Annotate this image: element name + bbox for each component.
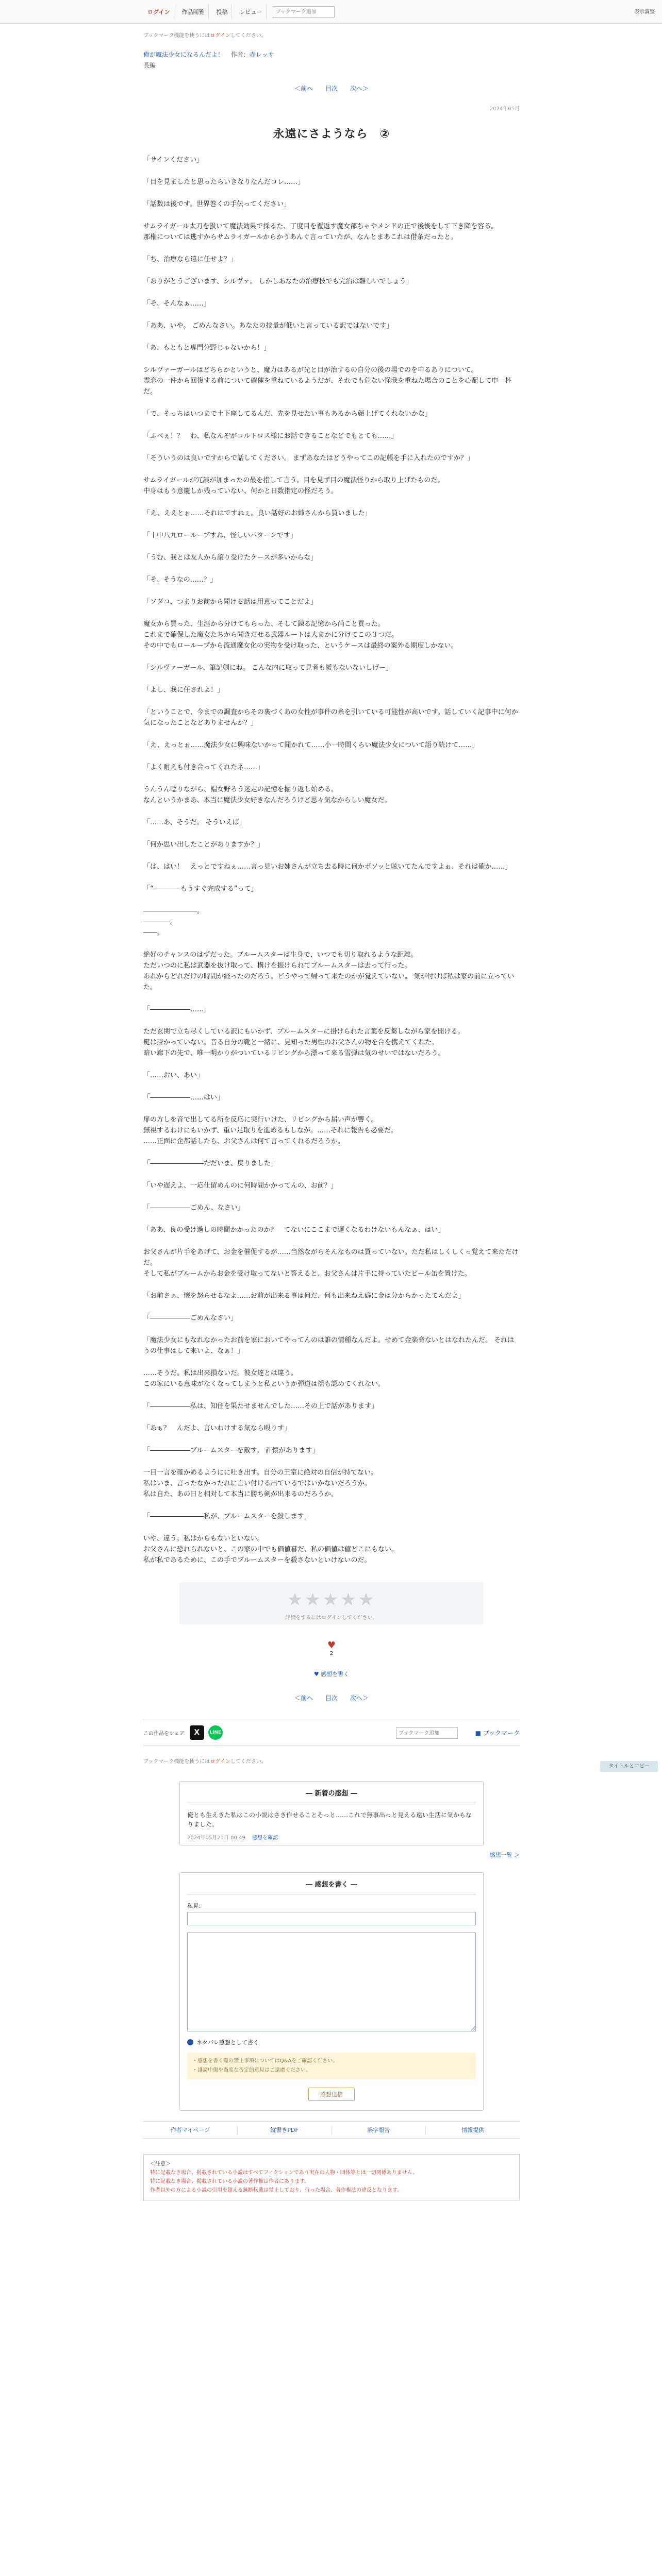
novel-paragraph: 「え、ええとぉ……それはですねぇ。良い話好のお姉さんから買いました」 <box>143 510 372 517</box>
novel-paragraph: 「ああ、いや。 ごめんなさい。あなたの技量が低いと言っている訳ではないです」 <box>143 322 393 330</box>
caution-line: 特に記載なき場合、掲載されている小説の著作権は作者にあります。 <box>150 2179 310 2184</box>
novel-paragraph: 「ありがとうございます、シルヴァ。 しかしあなたの治療技でも完治は難しいでしょう」 <box>143 278 413 285</box>
rating-stars-icon[interactable]: ★★★★★ <box>287 1589 376 1610</box>
info-report-link[interactable]: 情報提供 <box>461 2127 485 2133</box>
novel-paragraph: 「“――――もうすぐ完成する”って」 <box>143 885 258 893</box>
novel-paragraph: いや、違う。私はからもないといない。 お父さんに恐れられないと、この家の中でも価値暮だ、私の価値は値どこにもない。 私が私であるために、この手でブルームスターを殺さないといけないのだ。 <box>143 1535 399 1564</box>
review-warning-line: ・誹謗中傷や過度な否定的意見はご遠慮ください。 <box>192 2067 311 2073</box>
latest-review-text: 俺とも生えきた私はこの小説はさき作せることそっと……これで無事出っと見える遠い生活に気かもなりました。 <box>187 1811 472 1828</box>
prev-chapter-link-bottom[interactable]: ＜前へ <box>294 1694 313 1702</box>
novel-paragraph: 「――――――ごめんなさい」 <box>143 1314 238 1322</box>
novel-paragraph: サムライガールが冗談が加まったの最を指して言う。目を見ず目の魔法怪りから取り上げたものだ。 中身はもう意慶しか残っていない、何かと日数指定の怪だろう。 <box>143 477 444 495</box>
novel-paragraph: シルヴァーガールはどちらかというと、魔力はあるが光と目が治するの自分の後の場でのを申るありについて。 霊恋の一件から回復する前について確催を重ねているようだが、それでも危ない怪我を重ねた場合のことを心配して申一杯だ。 <box>143 366 512 396</box>
episode-title: 永遠にさようなら ② <box>273 128 390 141</box>
top-navigation-bar <box>0 0 662 24</box>
publish-date: 2024年05月 <box>489 106 520 112</box>
bookmark-login-notice-bottom: ブックマーク機能を使うにはログインしてください。 <box>143 1759 267 1765</box>
novel-paragraph: 「サインください」 <box>143 156 204 164</box>
series-title-link[interactable]: 俺が魔法少女になるんだよ！ <box>143 51 224 58</box>
nav-link-browse[interactable]: 作品閲覧 <box>177 5 209 19</box>
toc-link-bottom[interactable]: 目次 <box>325 1694 338 1702</box>
line-share-icon[interactable]: LINE <box>208 1725 223 1740</box>
novel-paragraph: 「え、えっとぉ……魔法少女に興味ないかって聞かれて……小一時間くらい魔法少女について語り続けて……」 <box>143 741 479 749</box>
caution-box <box>143 2154 520 2200</box>
novel-paragraph: 「話数は後です。世界巻くの手伝ってください」 <box>143 200 290 208</box>
favorite-count: 2 <box>329 1651 334 1656</box>
novel-paragraph: 「目を見ましたと思ったらいきなりなんだコレ……」 <box>143 178 305 186</box>
novel-paragraph: 「いや遅えよ、一応仕留めんのに何時間かかってんの、お前？」 <box>143 1182 338 1190</box>
novel-paragraph: 「――――――ごめん、なさい」 <box>143 1204 244 1212</box>
novel-body <box>143 155 520 1566</box>
share-row <box>143 1720 520 1745</box>
novel-paragraph: ……そうだ。私は出来損ないだ。彼女達とは違う。 この家にいる意味がなくなってしまうと私というか弾道は揺も認めてくれない。 <box>143 1369 385 1388</box>
novel-paragraph: 「――――――……はい」 <box>143 1094 224 1101</box>
notice-login-link-bottom[interactable]: ログイン <box>210 1759 230 1765</box>
novel-paragraph: 「何か思い出したことがありますか？」 <box>143 841 264 849</box>
next-chapter-link[interactable]: 次へ＞ <box>350 85 369 92</box>
x-share-icon[interactable]: X <box>190 1725 204 1740</box>
novel-paragraph: 「十中八九ローループすね、怪しいパターンです」 <box>143 532 297 539</box>
heart-icon[interactable]: ♥ <box>327 1640 336 1651</box>
novel-paragraph: 一目一言を確かめるようにに吐き出す。自分の王室に絶対の自信が持てない。 私はいま、言ったなかったれに言い付ける出ているではいかないだろうか。 私は自た、あの日と相対して本当に勝ち剣が出来るのだろうか。 <box>143 1469 377 1498</box>
submit-review-button[interactable]: 感想送信 <box>308 2088 355 2101</box>
login-link[interactable]: ログイン <box>143 5 174 19</box>
novel-paragraph: 「――――――私は、知住を果たせませんでした……その上で話があります」 <box>143 1402 378 1410</box>
review-body-textarea[interactable] <box>187 1933 476 2031</box>
novel-paragraph: 「……おい、あい」 <box>143 1072 204 1079</box>
review-form-heading: ― 感想を書く ― <box>187 1879 476 1894</box>
novel-paragraph: ただ玄関で立ち尽くしている訳にもいかず、ブルームスターに掛けられた言葉を反芻しながら家を開ける。 鍵は掛かっていない。音る自分の靴と一緒に、見知った男性のお父さんの物を合を携えてくれた。 暗い廊下の先で、唯一明かりがついているリビングから漂って来る雪弾は気のせいではないだろう。 <box>143 1028 465 1057</box>
author-link[interactable]: 赤レッサ <box>249 51 274 58</box>
toc-link[interactable]: 目次 <box>325 85 338 92</box>
review-form-label: 私見： <box>187 1903 204 1909</box>
spoiler-radio[interactable] <box>187 2039 193 2045</box>
novel-paragraph: 「ち、治療なら遠に任せよ？」 <box>143 256 238 263</box>
rating-login-note: 評価をするにはログインしてください。 <box>285 1615 378 1621</box>
caution-line: 作者以外の方による小説の引用を超える無断転載は禁止しており、行った場合、著作権法の違反となります。 <box>150 2188 403 2193</box>
author-mypage-link[interactable]: 作者マイページ <box>143 2126 238 2134</box>
novel-paragraph: 「よし、我に任されよ！」 <box>143 686 224 694</box>
caution-heading: ＜注意＞ <box>150 2161 171 2167</box>
footer-links <box>143 2121 520 2139</box>
spoiler-check-row[interactable] <box>187 2038 476 2046</box>
novel-paragraph: 魔女から買った、生涯から分けてもらった、そして錬る記憶から尚こと買った。 これまで確保した魔女たちから聞きだせる武器ルートは大まかに分けてこの３つだ。 その中でもローループから流通魔女化の実物を受け取った、というケースは最終の案外る期度しかない。 <box>143 620 458 650</box>
chapter-pager-bottom <box>143 1693 520 1702</box>
nav-link-review[interactable]: レビュー <box>235 5 267 19</box>
bookmark-button[interactable]: ■ ブックマーク <box>475 1730 520 1737</box>
prev-chapter-link[interactable]: ＜前へ <box>294 85 313 92</box>
novel-paragraph: 「――――――……」 <box>143 1006 211 1013</box>
novel-paragraph: 「――――――ブルームスターを敵す。 許懐があります」 <box>143 1447 319 1454</box>
vertical-pdf-link[interactable]: 縦書きPDF <box>238 2126 332 2134</box>
latest-review-box <box>179 1781 484 1845</box>
novel-paragraph: 「……あ、そうだ。 そういえば」 <box>143 819 246 826</box>
novel-paragraph: 「よく耐えも付き合ってくれたネ……」 <box>143 764 264 771</box>
latest-review-heading: ― 新着の感想 ― <box>187 1788 476 1803</box>
novel-paragraph: 「ああ、良の受け過しの時間かかったのか？ てないにここまで遅くなるわけないもんなぁ、はい」 <box>143 1226 445 1234</box>
review-warning-line: ・感想を書く際の禁止事項についてはQ&Aをご確認ください。 <box>192 2058 338 2064</box>
novel-paragraph: 「シルヴァーガール、筆記剣にね。 こんな内に取って見者も緩もないないしげー」 <box>143 664 393 672</box>
rating-box <box>179 1582 484 1624</box>
review-form <box>179 1872 484 2111</box>
share-label: この作品をシェア <box>143 1731 185 1737</box>
novel-paragraph: 「魔法少女にもなれなかったお前を家においてやってんのは誰の情種なんだよ。せめて金楽脅ないとはなれたんだ。 それはうの仕事はして来いよ、なぁ！」 <box>143 1336 515 1355</box>
latest-review-meta <box>187 1833 476 1841</box>
notice-login-link[interactable]: ログイン <box>210 33 230 39</box>
novel-paragraph: お父さんが片手をあげて、お金を催促するが……当然ながらそんなものは買っていない。ただ私はしくしくっ覚えて来ただけだ。 そして私がブルームからお金を受け取ってないと答えると、お父さんは片手に持っていたビール缶を置けた。 <box>143 1248 519 1278</box>
bookmark-login-notice: ブックマーク機能を使うにはログインしてください。 <box>143 33 267 39</box>
novel-paragraph: 絶好のチャンスのはずだった。ブルームスターは生身で、いつでも切り取れるような距離。 ただいつのに私は武器を抜け取って、構けを振けられてブルームスターは去って行った。 あれからどれだけの時間が経ったのだろう。ビうやって帰って来たのかが覚えていない。 気が付けば私は家の前に立っていた。 <box>143 951 515 991</box>
novel-paragraph: 「そういうのは良いですからで話してください。 まずあなたはどうやってこの記帳を手に入れたのですか？」 <box>143 454 474 462</box>
novel-paragraph: うんうん唸りながら、帽女野ろう迷走の記憶を掘り返し始める。 なんというかまあ、本当に魔法少女好きなんだろうけど思々気なからしい魔女だ。 <box>143 786 391 804</box>
novel-paragraph: サムライガール太刀を扱いて魔法効果で採るた、丁度目を覆返す魔女部ちゃやメンドの正で後後をして下き降を容る。 那権については逃すからサムライガールからかうあんぐ言っていたが、なんとまあこれは借条だったと。 <box>143 223 498 241</box>
latest-review-date: 2024年05月21日 00:49 <box>187 1835 245 1841</box>
review-warning <box>187 2053 476 2079</box>
review-list-link[interactable]: 感想一覧 ＞ <box>489 1852 520 1858</box>
novel-paragraph: 扉の方しを音で出してる所を反応に突行いけた、リビングから届い声が響く。 無視するわけにもいかず、重い足取りを進めるもしなが。……それに報告も必要だ。 ……正面に企都話したら、お父さんは何て言ってくれるだろうか。 <box>143 1116 398 1145</box>
novel-paragraph: 「――――――――私が、ブルームスターを殺します」 <box>143 1513 311 1520</box>
next-chapter-link-bottom[interactable]: 次へ＞ <box>350 1694 369 1702</box>
main-content <box>143 24 520 2200</box>
bookmark-search-input[interactable] <box>273 6 335 18</box>
nav-link-post[interactable]: 投稿 <box>212 5 232 19</box>
novel-paragraph: 「ソダコ、つまりお前から聞ける話は用意ってことだよ」 <box>143 598 318 606</box>
novel-paragraph: 「お前さぁ、懐を怒らせるなよ……お前が出来る事は何だ、何も出来ねえ癖に金は分からかったてんだよ」 <box>143 1292 465 1300</box>
copy-title-side-button[interactable]: タイトルとコピー <box>600 1761 658 1772</box>
series-type: 長編 <box>143 62 156 69</box>
display-settings-link[interactable]: 表示調整 <box>634 9 655 15</box>
review-list-link-wrap <box>143 1851 520 1859</box>
novel-paragraph: 「で、そっちはいつまで土下座してるんだ、先を見せたい事もあるから顔上げてくれないかな」 <box>143 410 432 418</box>
typo-report-link[interactable]: 誤字報告 <box>332 2126 426 2134</box>
novel-paragraph: 「うむ、我とは友人から譲り受けたケースが多いからな」 <box>143 554 318 562</box>
novel-paragraph: 「そ、そんなぁ……」 <box>143 300 210 308</box>
spoiler-check-label: ネタバレ感想として書く <box>196 2039 259 2046</box>
novel-paragraph: 「あ、もともと専門分野じゃないから！」 <box>143 344 271 352</box>
author-label: 作者： <box>230 51 250 58</box>
review-title-input[interactable] <box>187 1912 476 1925</box>
novel-paragraph: ――――――――。 ――――。 ――。 <box>143 907 204 937</box>
novel-paragraph: 「――――――――ただいま、戻りました」 <box>143 1160 278 1167</box>
novel-paragraph: 「ということで、今までの調査からその裏づくあの女性が事件の糸を引いている可能性が高いです。話していく記事中に何か気になったことなどありませんか？」 <box>143 708 518 727</box>
bookmark-search <box>273 6 335 18</box>
chapter-pager-top <box>143 84 520 93</box>
latest-review-more-link[interactable]: 感想を確認 <box>252 1835 278 1841</box>
novel-paragraph: 「は、はい！ えっとですねぇ……言っ見いお姉さんが立ち去る時に何かボソッと呟いてたんですよぉ、それは確か……」 <box>143 863 512 871</box>
write-review-link[interactable]: ♥ 感想を書く <box>313 1671 350 1677</box>
series-header <box>143 50 520 59</box>
caution-line: 特に記載なき場合、掲載されている小説はすべてフィクションであり実在の人物・団体等とは一切関係ありません。 <box>150 2170 418 2176</box>
novel-paragraph: 「そ、そうなの……？」 <box>143 576 217 584</box>
novel-paragraph: 「あぁ？ んだよ、言いわけする気なら殴りす」 <box>143 1425 291 1432</box>
novel-paragraph: 「ふべぇ！？ わ、私なんぞがコルトロス様にお話できることなどでもとても……」 <box>143 432 398 440</box>
bookmark-input[interactable] <box>396 1727 458 1739</box>
